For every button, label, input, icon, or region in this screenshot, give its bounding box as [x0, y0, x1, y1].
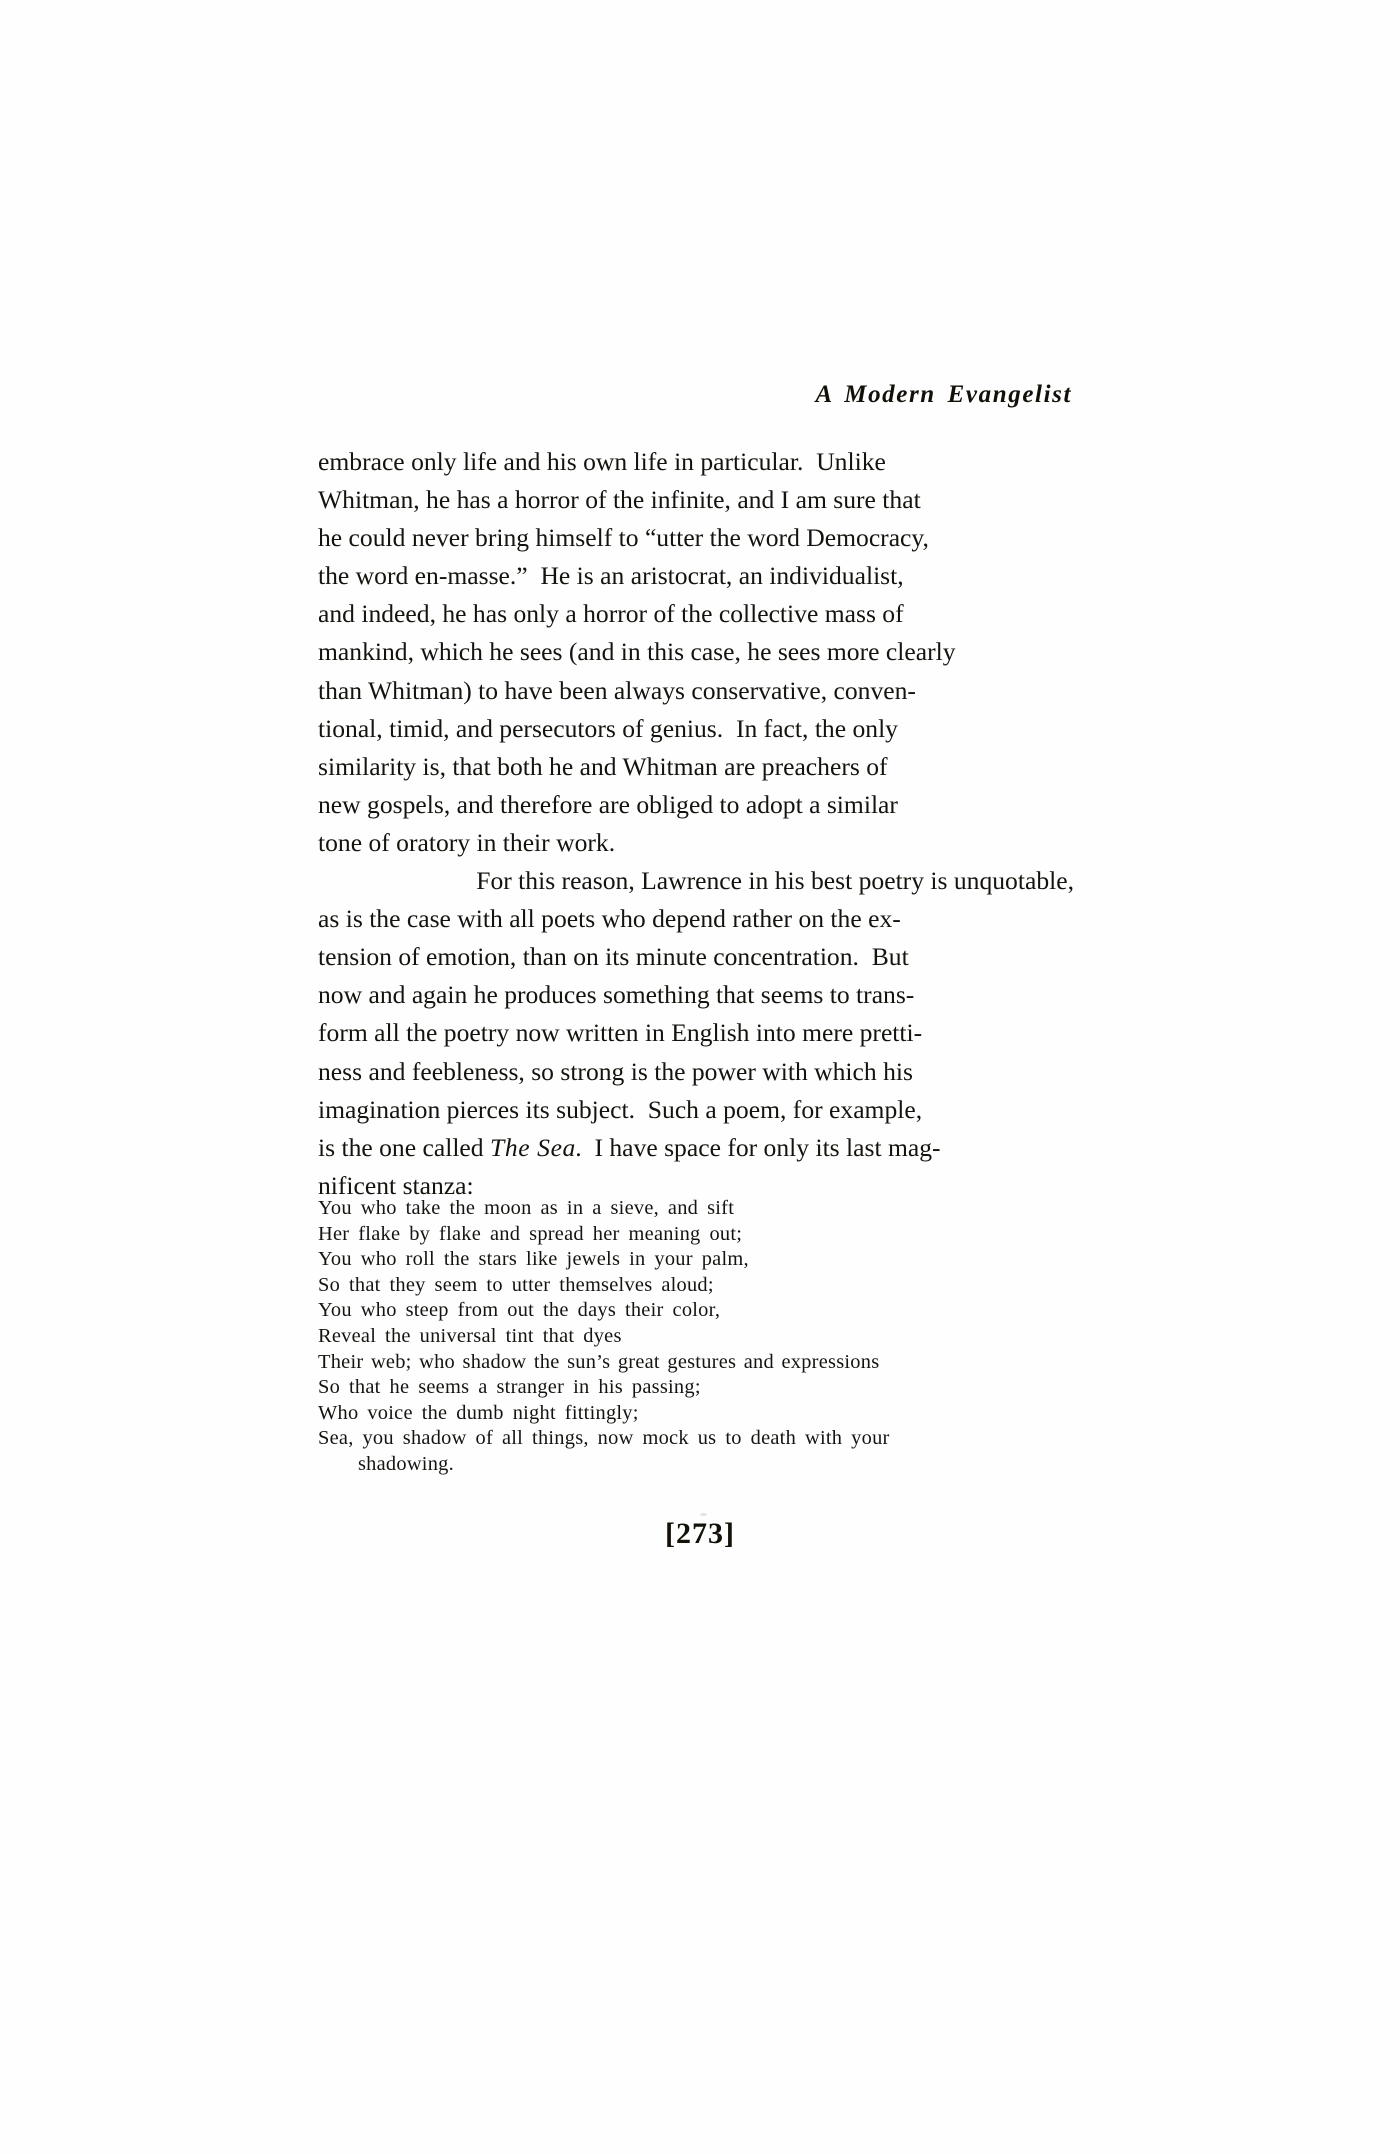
line-text: nificent stanza: — [318, 1170, 474, 1200]
verse-line: So that he seems a stranger in his passing; — [318, 1376, 701, 1399]
paragraph-1-line-7 — [318, 672, 1074, 710]
line-text: the word en-masse.” He is an aristocrat, an individualist, — [318, 561, 904, 591]
verse-line: Who voice the dumb night fittingly; — [318, 1401, 639, 1424]
line-text: than Whitman) to have been always conservative, conven- — [318, 675, 916, 705]
page-number: [273] — [665, 1517, 735, 1550]
line-text: as is the case with all poets who depend rather on the ex- — [318, 904, 901, 934]
paragraph-1-line-11 — [318, 824, 1074, 862]
verse-line: You who roll the stars like jewels in your palm, — [318, 1248, 749, 1271]
paragraph-1 — [318, 443, 1074, 862]
paragraph-1-line-5 — [318, 595, 1074, 633]
line-text: tone of oratory in their work. — [318, 827, 616, 857]
line-text: mankind, which he sees (and in this case, he sees more clearly — [318, 637, 956, 667]
line-text: similarity is, that both he and Whitman are preachers of — [318, 751, 888, 781]
verse-line: So that they seem to utter themselves aloud; — [318, 1273, 714, 1296]
verse-quotation — [318, 1196, 1078, 1478]
verse-line: Reveal the universal tint that dyes — [318, 1324, 622, 1347]
verse-line: Their web; who shadow the sun’s great gestures and expressions — [318, 1350, 880, 1373]
line-text: embrace only life and his own life in particular. Unlike — [318, 447, 886, 476]
paragraph-1-line-6 — [318, 633, 1074, 671]
verse-line: You who steep from out the days their color, — [318, 1299, 721, 1322]
paper-speck — [700, 1513, 707, 1516]
line-text: tional, timid, and persecutors of genius. In fact, the only — [318, 713, 898, 743]
paragraph-1-line-3 — [318, 519, 1074, 557]
line-text: I have space for only its last mag- — [594, 1132, 941, 1162]
verse-line: Sea, you shadow of all things, now mock us to death with your — [318, 1427, 890, 1450]
paragraph-2-line-6 — [318, 1053, 1074, 1091]
paragraph-1-line-1 — [318, 443, 1074, 481]
paragraph-1-line-9 — [318, 748, 1074, 786]
verse-line-runover: shadowing. — [358, 1452, 454, 1475]
line-text: he could never bring himself to “utter the word Democracy, — [318, 523, 929, 553]
paragraph-2-line-5 — [318, 1014, 1074, 1052]
paragraph-2-line-4 — [318, 976, 1074, 1014]
line-text: Whitman, he has a horror of the infinite, and I am sure that — [318, 485, 921, 515]
paragraph-1-line-4 — [318, 557, 1074, 595]
poem-title: The Sea. — [489, 1132, 583, 1162]
line-text: ness and feebleness, so strong is the power with which his — [318, 1056, 913, 1086]
paragraph-2-line-1 — [318, 862, 1074, 900]
paragraph-2-line-8 — [318, 1129, 1074, 1167]
paragraph-indent — [318, 862, 344, 900]
line-text: new gospels, and therefore are obliged to adopt a similar — [318, 789, 898, 819]
line-text-with-title — [318, 1129, 941, 1167]
paragraph-1-line-10 — [318, 786, 1074, 824]
paragraph-2-line-7 — [318, 1091, 1074, 1129]
line-text: now and again he produces something that seems to trans- — [318, 980, 915, 1010]
paragraph-2 — [318, 862, 1074, 1205]
line-text: and indeed, he has only a horror of the collective mass of — [318, 599, 904, 629]
paragraph-2-line-3 — [318, 938, 1074, 976]
line-text: is the one called — [318, 1132, 490, 1162]
body-text — [318, 443, 1074, 1205]
line-text: tension of emotion, than on its minute concentration. But — [318, 942, 909, 972]
verse-line: You who take the moon as in a sieve, and sift — [318, 1197, 735, 1219]
paragraph-2-line-2 — [318, 900, 1074, 938]
line-text: For this reason, Lawrence in his best poetry is unquotable, — [476, 866, 1074, 896]
line-text: form all the poetry now written in English into mere pretti- — [318, 1018, 923, 1048]
verse-line: Her flake by flake and spread her meaning out; — [318, 1222, 743, 1245]
paragraph-1-line-8 — [318, 710, 1074, 748]
paragraph-1-line-2 — [318, 481, 1074, 519]
line-text: imagination pierces its subject. Such a poem, for example, — [318, 1094, 923, 1124]
running-head: A Modern Evangelist — [815, 381, 1072, 408]
